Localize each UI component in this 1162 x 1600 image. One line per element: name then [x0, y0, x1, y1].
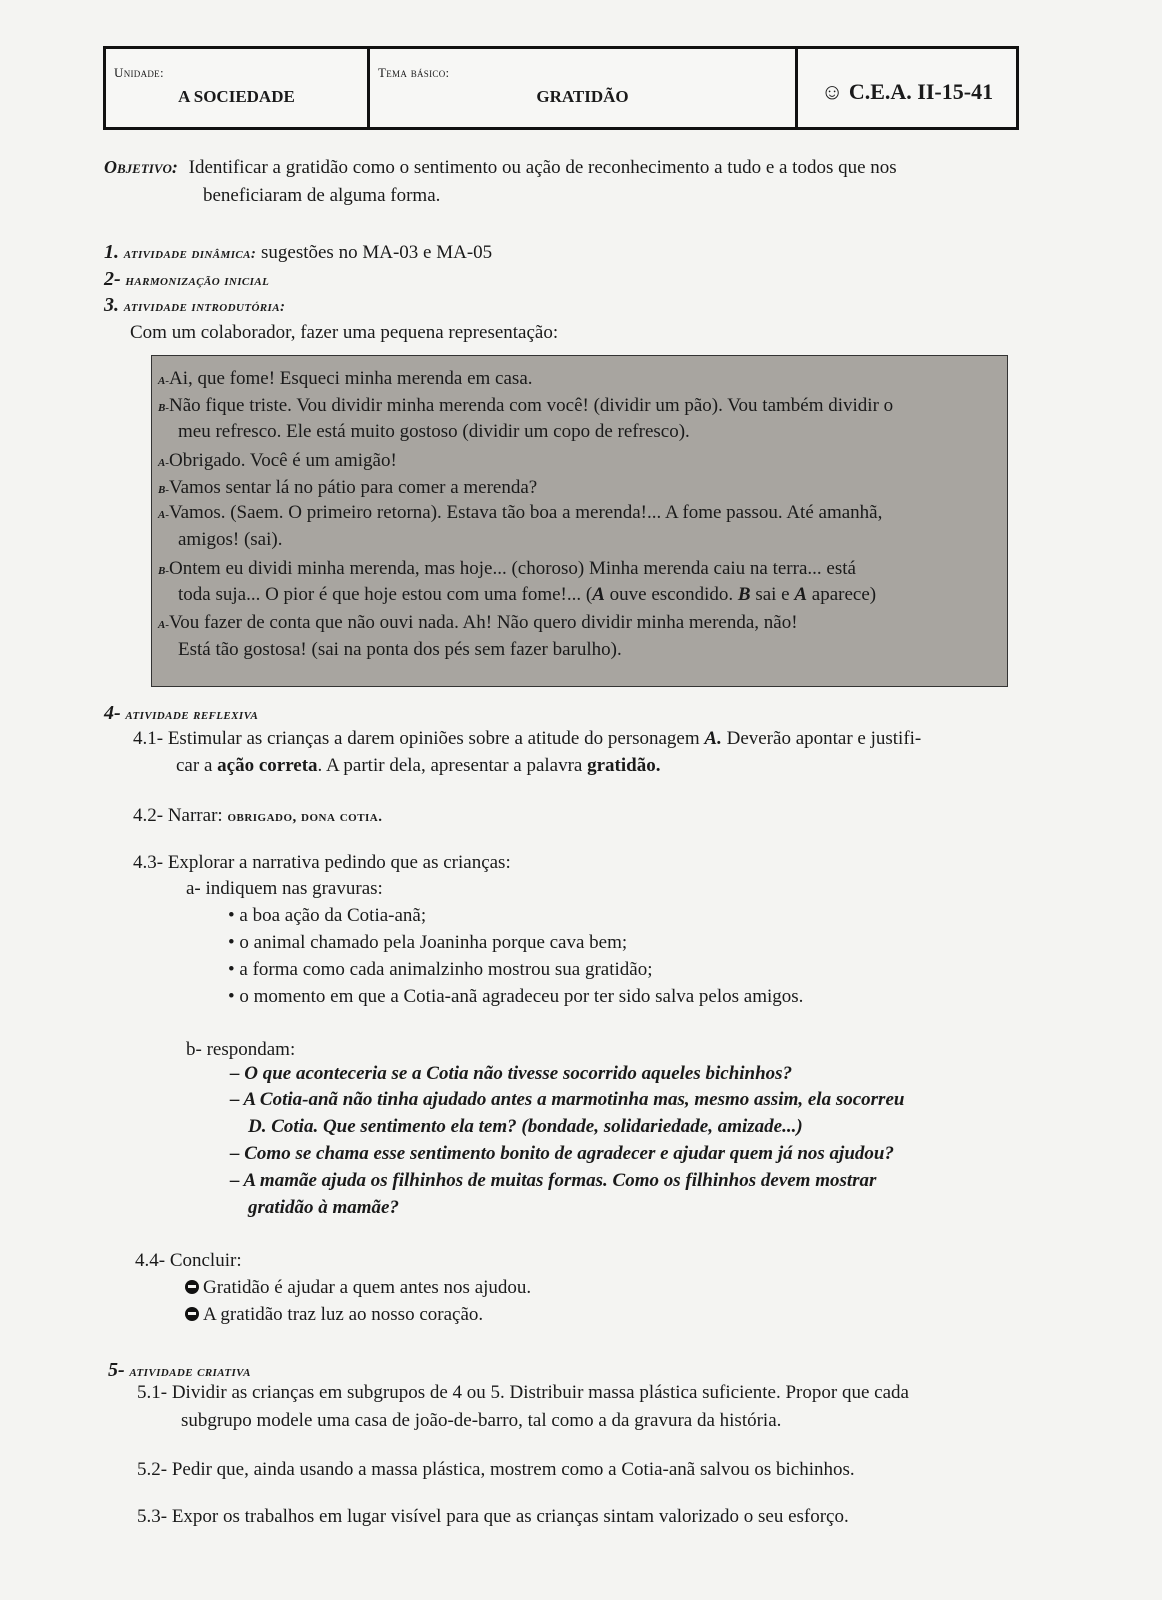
speaker-a: A-: [158, 375, 169, 387]
item-5-1-line-1: 5.1- Dividir as crianças em subgrupos de 4 ou 5. Distribuir massa plástica suficiente. Propor que cada: [137, 1382, 909, 1403]
dialogue-box: [151, 355, 1008, 687]
bullet-item: • o animal chamado pela Joaninha porque cava bem;: [228, 932, 628, 953]
item-5-2: 5.2- Pedir que, ainda usando a massa plástica, mostrem como a Cotia-anã salvou os bichinhos.: [137, 1459, 855, 1480]
section-1-title: atividade dinâmica:: [123, 246, 257, 262]
item-4-3-a-label: a- indiquem nas gravuras:: [186, 878, 383, 899]
dialogue-line-a3-cont: amigos! (sai).: [178, 529, 283, 550]
section-3: [104, 292, 285, 320]
code-cell: [798, 49, 1016, 127]
item-4-3-b-label: b- respondam:: [186, 1039, 296, 1060]
dialogue-line-b1: B-Não fique triste. Vou dividir minha merenda com você! (dividir um pão). Vou também dividir o: [158, 395, 894, 416]
bullet-item: • o momento em que a Cotia-anã agradeceu por ter sido salva pelos amigos.: [228, 986, 804, 1007]
dialogue-line-b3-cont: toda suja... O pior é que hoje estou com uma fome!... (A ouve escondido. B sai e A aparece): [178, 584, 877, 605]
section-3-text: Com um colaborador, fazer uma pequena representação:: [130, 322, 559, 343]
theme-cell: [370, 49, 798, 127]
item-4-1-line-2: car a ação correta. A partir dela, apresentar a palavra gratidão.: [176, 755, 661, 776]
item-5-1-line-2: subgrupo modele uma casa de joão-de-barro, tal como a da gravura da história.: [181, 1410, 782, 1431]
smiley-icon: ☺: [820, 79, 844, 104]
dialogue-line-b2: B-Vamos sentar lá no pátio para comer a merenda?: [158, 477, 538, 498]
section-1-number: 1.: [104, 241, 119, 263]
unit-label: Unidade:: [114, 65, 164, 80]
section-3-title: atividade introdutória:: [123, 299, 286, 315]
section-3-number: 3.: [104, 294, 119, 316]
dialogue-line-a1: A-Ai, que fome! Esqueci minha merenda em casa.: [158, 368, 533, 389]
item-4-1-line-1: 4.1- Estimular as crianças a darem opiniões sobre a atitude do personagem A. Deverão apontar e justifi-: [133, 728, 922, 749]
conclusion-item: A gratidão traz luz ao nosso coração.: [185, 1302, 483, 1328]
section-4: [104, 700, 258, 728]
question-item: – A Cotia-anã não tinha ajudado antes a marmotinha mas, mesmo assim, ela socorreu: [230, 1089, 905, 1110]
item-4-3: 4.3- Explorar a narrativa pedindo que as crianças:: [133, 852, 511, 873]
dialogue-line-b1-cont: meu refresco. Ele está muito gostoso (dividir um copo de refresco).: [178, 421, 690, 442]
unit-value: A SOCIEDADE: [178, 87, 295, 106]
section-1-text: sugestões no MA-03 e MA-05: [261, 242, 493, 263]
header-table: [103, 46, 1019, 130]
theme-label: Tema básico:: [378, 65, 450, 80]
speaker-b: B-: [158, 402, 169, 414]
section-2: [104, 266, 269, 294]
theme-value: GRATIDÃO: [536, 87, 629, 106]
code-value: C.E.A. II-15-41: [848, 79, 994, 104]
objective-text-1: Identificar a gratidão como o sentimento ou ação de reconhecimento a tudo e a todos que nos: [188, 157, 897, 178]
objective-line-1: [104, 154, 897, 181]
dialogue-line-a4: A-Vou fazer de conta que não ouvi nada. Ah! Não quero dividir minha merenda, não!: [158, 612, 798, 633]
section-4-title: atividade reflexiva: [125, 707, 259, 723]
item-4-4: 4.4- Concluir:: [135, 1250, 242, 1271]
story-title: obrigado, dona cotia.: [227, 809, 383, 825]
item-4-2: 4.2- Narrar: obrigado, dona cotia.: [133, 805, 383, 826]
dialogue-line-b3: B-Ontem eu dividi minha merenda, mas hoje... (choroso) Minha merenda caiu na terra... está: [158, 558, 856, 579]
section-4-number: 4-: [104, 702, 121, 724]
question-item: – Como se chama esse sentimento bonito de agradecer e ajudar quem já nos ajudou?: [230, 1143, 894, 1164]
dialogue-line-a4-cont: Está tão gostosa! (sai na ponta dos pés sem fazer barulho).: [178, 639, 622, 660]
conclusion-item: Gratidão é ajudar a quem antes nos ajudou.: [185, 1275, 531, 1301]
code-text: [798, 79, 1016, 105]
section-2-title: harmonização inicial: [125, 273, 270, 289]
question-item: – A mamãe ajuda os filhinhos de muitas formas. Como os filhinhos devem mostrar: [230, 1170, 877, 1191]
section-5-number: 5-: [108, 1359, 125, 1381]
question-item: – O que aconteceria se a Cotia não tivesse socorrido aqueles bichinhos?: [230, 1063, 793, 1084]
item-5-3: 5.3- Expor os trabalhos em lugar visível para que as crianças sintam valorizado o seu esforço.: [137, 1506, 849, 1527]
bullet-item: • a forma como cada animalzinho mostrou sua gratidão;: [228, 959, 653, 980]
question-item-cont: gratidão à mamãe?: [248, 1197, 399, 1218]
section-5-title: atividade criativa: [129, 1364, 251, 1380]
section-1: [104, 239, 492, 267]
bullet-item: • a boa ação da Cotia-anã;: [228, 905, 427, 926]
objective-label: Objetivo:: [104, 157, 178, 177]
question-item-cont: D. Cotia. Que sentimento ela tem? (bondade, solidariedade, amizade...): [248, 1116, 803, 1137]
section-2-number: 2-: [104, 268, 121, 290]
dialogue-line-a3: A-Vamos. (Saem. O primeiro retorna). Estava tão boa a merenda!... A fome passou. Até amanhã,: [158, 502, 883, 523]
unit-cell: [106, 49, 370, 127]
objective-text-2: beneficiaram de alguma forma.: [203, 185, 441, 206]
minus-circle-icon: [185, 1307, 199, 1321]
dialogue-line-a2: A-Obrigado. Você é um amigão!: [158, 450, 397, 471]
minus-circle-icon: [185, 1280, 199, 1294]
